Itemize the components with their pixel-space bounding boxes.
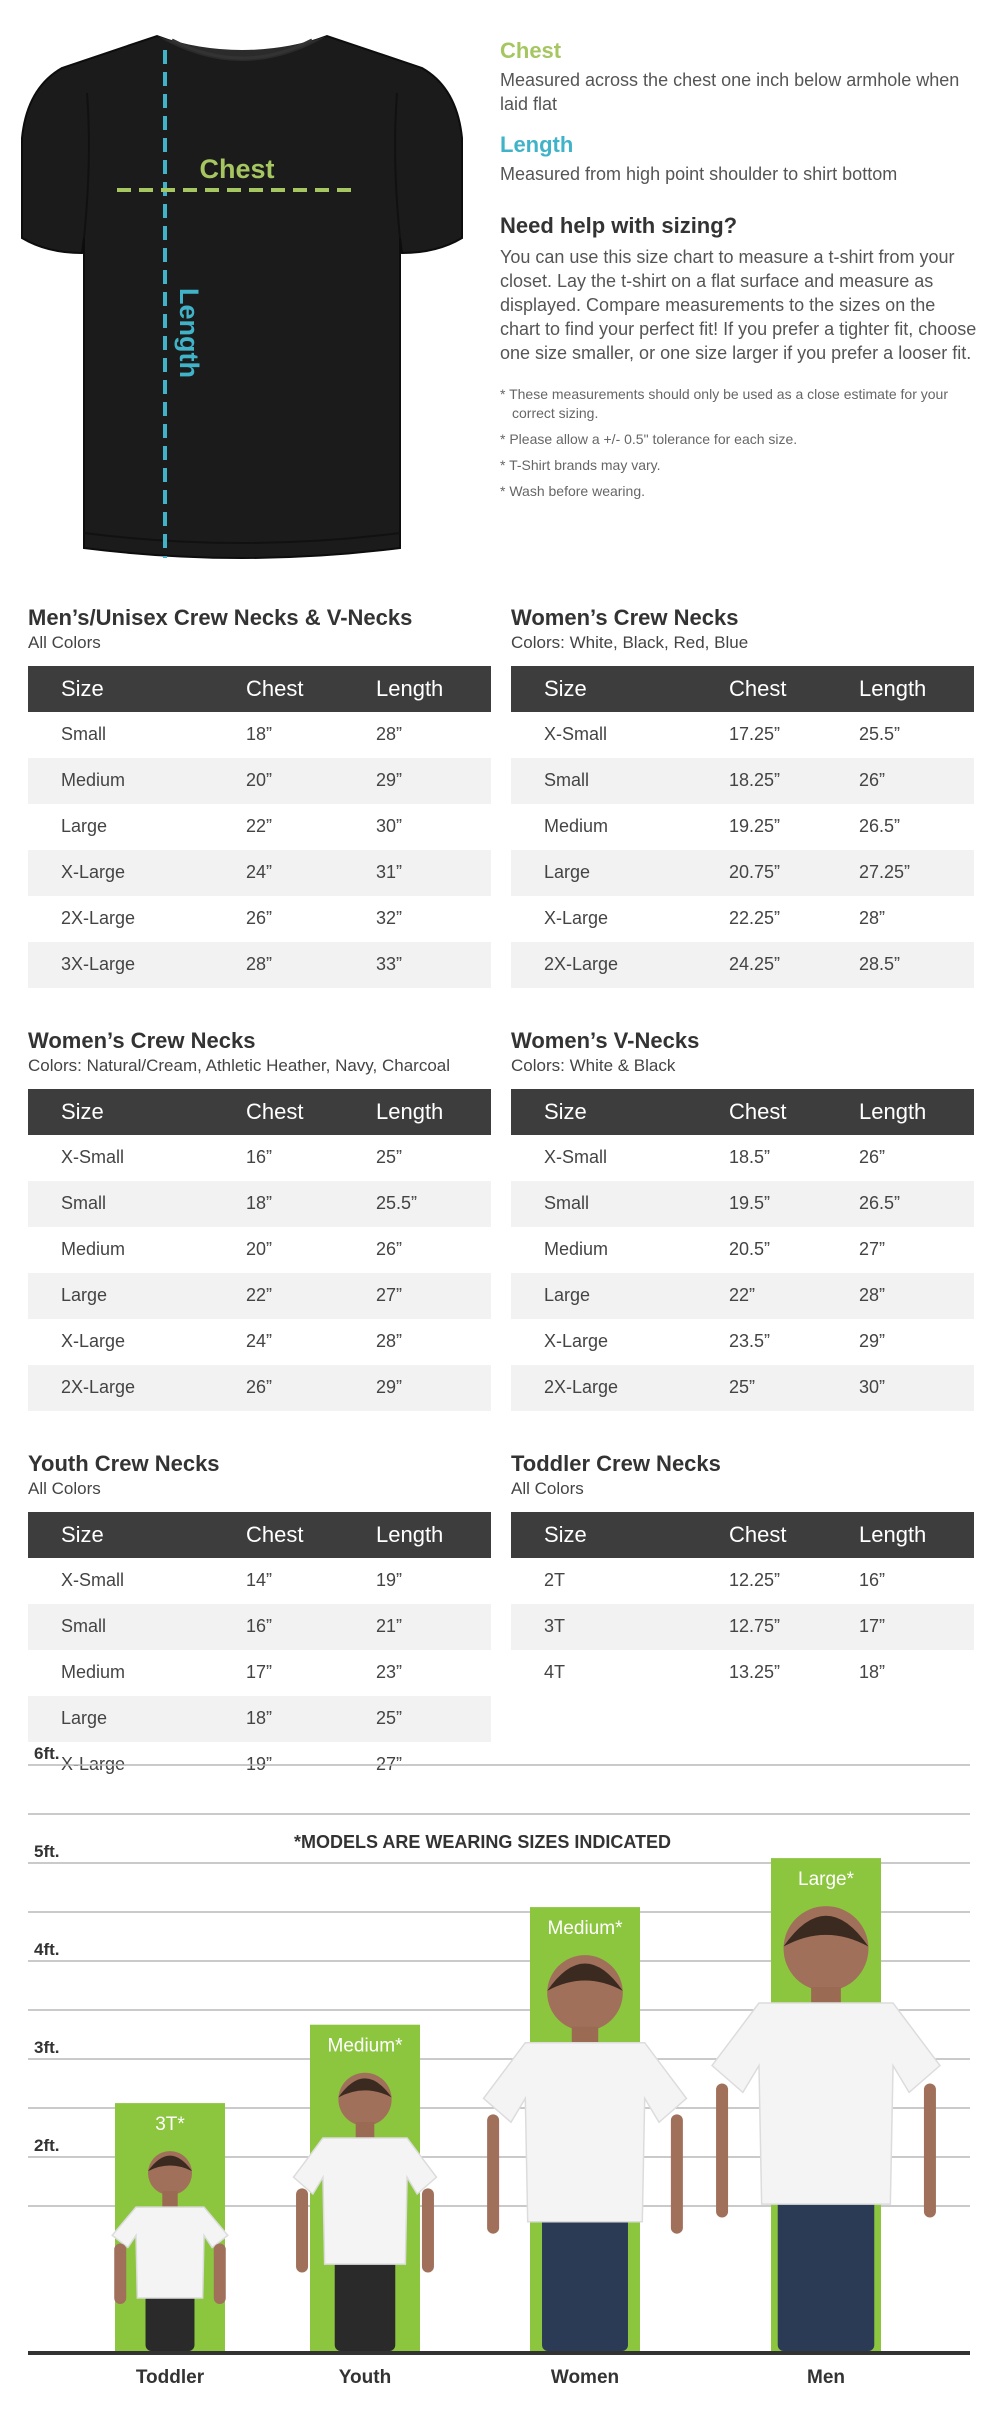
table-cell: Large [61,1285,108,1306]
table-cell: 25.5” [859,724,901,745]
table-cell: 25” [376,1708,403,1729]
column-header: Length [859,1098,927,1124]
model-group-label: Men [807,2367,845,2388]
table-cell: 26” [859,770,886,791]
table-cell: 26” [859,1147,886,1168]
table-cell: 28” [859,908,886,929]
table-cell: 17.25” [729,724,781,745]
table-cell: X-Large [544,908,609,929]
table-cell: X-Small [61,1570,125,1591]
column-header: Length [376,1098,444,1124]
table-row [511,1135,974,1181]
table-row [511,1604,974,1650]
table-cell: 30” [376,816,403,837]
chest-description: Measured across the chest one inch below armhole when laid flat [500,70,960,114]
table-row [28,1227,491,1273]
table-cell: X-Large [61,1331,126,1352]
model-arm [924,2083,936,2217]
model-arm [487,2114,499,2233]
table-cell: 22.25” [729,908,781,929]
table-cell: Large [61,1708,108,1729]
shirt-chest-label: Chest [199,154,275,184]
table-cell: 23” [376,1662,403,1683]
table-cell: 33” [376,954,403,975]
column-header: Size [544,675,587,701]
column-header: Size [61,675,104,701]
table-cell: 18” [246,1193,273,1214]
column-header: Chest [729,1521,787,1547]
table-cell: Medium [61,1662,126,1683]
table-cell: 16” [246,1147,273,1168]
table-cell: 18” [859,1662,886,1683]
table-cell: Small [544,1193,590,1214]
model-size-label: Medium* [547,1918,623,1940]
table-cell: 28” [246,954,273,975]
table-title: Youth Crew Necks [28,1451,220,1476]
column-header: Size [544,1521,587,1547]
table-row [28,1135,491,1181]
column-header: Length [376,675,444,701]
model-neck [572,2027,598,2043]
help-heading: Need help with sizing? [500,212,738,238]
table-cell: 29” [859,1331,886,1352]
table-title: Toddler Crew Necks [511,1451,721,1476]
table-cell: 3X-Large [61,954,136,975]
table-cell: 32” [376,908,403,929]
model-arm [422,2188,434,2272]
model-arm [716,2083,728,2217]
table-cell: 28” [859,1285,886,1306]
model-size-label: 3T* [155,2114,185,2136]
height-label: 3ft. [34,2038,60,2057]
table-row [511,1227,974,1273]
table-cell: 22” [729,1285,756,1306]
table-subtitle: All Colors [28,633,101,653]
table-cell: 22” [246,1285,273,1306]
table-cell: X-Small [544,1147,608,1168]
table-cell: 28” [376,724,403,745]
table-cell: Small [544,770,590,791]
height-label: 4ft. [34,1940,60,1959]
table-cell: 3T [544,1616,566,1637]
table-subtitle: Colors: White & Black [511,1056,676,1076]
table-cell: 12.75” [729,1616,781,1637]
size-table [511,1028,974,1411]
table-row [511,1273,974,1319]
table-header-row [28,666,491,712]
table-row [511,1365,974,1411]
table-cell: Large [61,816,108,837]
table-cell: 25” [376,1147,403,1168]
column-header: Size [544,1098,587,1124]
table-cell: 19.5” [729,1193,771,1214]
table-cell: Medium [61,1239,126,1260]
table-cell: 21” [376,1616,403,1637]
table-row [511,896,974,942]
table-row [28,1319,491,1365]
model-arm [671,2114,683,2233]
table-cell: 28” [376,1331,403,1352]
table-cell: 27” [376,1754,403,1775]
column-header: Chest [246,1098,304,1124]
model-group-label: Toddler [135,2367,205,2388]
table-cell: 19.25” [729,816,781,837]
table-cell: 27.25” [859,862,911,883]
model-size-label: Medium* [327,2035,403,2057]
table-cell: 12.25” [729,1570,781,1591]
length-heading: Length [500,132,574,158]
measurement-info [500,38,980,508]
column-header: Length [859,1521,927,1547]
model-legs [542,2216,628,2351]
table-cell: 16” [246,1616,273,1637]
table-cell: 23.5” [729,1331,771,1352]
model-arm [296,2188,308,2272]
sizing-notes [500,385,980,500]
model-group-label: Youth [338,2367,392,2388]
table-cell: Medium [544,1239,609,1260]
table-subtitle: Colors: Natural/Cream, Athletic Heather, Navy, Charcoal [28,1056,451,1076]
model-men [712,1858,940,2388]
table-cell: 14” [246,1570,273,1591]
table-cell: 25.5” [376,1193,418,1214]
table-subtitle: All Colors [511,1479,584,1499]
table-cell: 27” [376,1285,403,1306]
model-tshirt [484,2043,687,2222]
model-neck [162,2191,177,2207]
table-cell: X-Small [61,1147,125,1168]
table-row [28,1650,491,1696]
table-cell: 26.5” [859,816,901,837]
table-header-row [28,1512,491,1558]
table-row [28,1365,491,1411]
table-cell: Small [61,1193,107,1214]
table-cell: 2X-Large [61,908,136,929]
table-row [511,758,974,804]
table-row [28,942,491,988]
table-cell: 26.5” [859,1193,901,1214]
note-item: * These measurements should only be used as a close estimate for your correct sizing. [500,386,948,421]
table-cell: X-Small [544,724,608,745]
table-cell: 18” [246,1708,273,1729]
table-cell: 2X-Large [544,954,619,975]
column-header: Size [61,1098,104,1124]
model-neck [356,2122,375,2138]
table-row [511,1650,974,1696]
table-cell: 20.75” [729,862,781,883]
table-cell: X-Large [544,1331,609,1352]
model-legs [335,2258,396,2351]
table-cell: 18” [246,724,273,745]
table-cell: 2X-Large [544,1377,619,1398]
table-header-row [511,1089,974,1135]
table-cell: 27” [859,1239,886,1260]
table-cell: 19” [376,1570,403,1591]
table-cell: X-Large [61,1754,126,1775]
table-cell: 28.5” [859,954,901,975]
model-women [484,1907,687,2388]
table-cell: 26” [376,1239,403,1260]
table-row [28,1181,491,1227]
table-cell: 24” [246,1331,273,1352]
column-header: Chest [729,1098,787,1124]
table-row [28,1604,491,1650]
model-toddler [112,2103,228,2388]
column-header: Length [376,1521,444,1547]
model-tshirt [712,2003,940,2204]
model-group-label: Women [550,2367,620,2388]
table-cell: 17” [859,1616,886,1637]
table-cell: 20.5” [729,1239,771,1260]
table-cell: X-Large [61,862,126,883]
table-cell: 25” [729,1377,756,1398]
table-subtitle: Colors: White, Black, Red, Blue [511,633,749,653]
table-cell: 20” [246,770,273,791]
column-header: Chest [246,1521,304,1547]
table-cell: 16” [859,1570,886,1591]
table-cell: 20” [246,1239,273,1260]
model-size-label: Large* [798,1869,854,1891]
table-cell: 4T [544,1662,566,1683]
size-table [511,605,974,988]
table-title: Women’s V-Necks [511,1028,700,1053]
table-row [511,1319,974,1365]
table-cell: 18.5” [729,1147,771,1168]
length-description: Measured from high point shoulder to shirt bottom [500,164,898,185]
table-row [28,1273,491,1319]
table-cell: 24” [246,862,273,883]
table-header-row [511,1512,974,1558]
table-row [511,1558,974,1604]
table-row [511,850,974,896]
models-title: *MODELS ARE WEARING SIZES INDICATED [293,1832,671,1852]
table-row [511,804,974,850]
table-cell: 19” [246,1754,273,1775]
size-table [28,605,491,988]
table-cell: Small [61,1616,107,1637]
table-cell: 29” [376,1377,403,1398]
model-youth [294,2025,437,2388]
table-header-row [511,666,974,712]
table-row [28,1558,491,1604]
model-arm [214,2243,226,2304]
table-cell: 2T [544,1570,566,1591]
table-row [511,1181,974,1227]
table-cell: Medium [61,770,126,791]
column-header: Chest [246,675,304,701]
table-row [28,712,491,758]
table-row [28,896,491,942]
table-row [511,712,974,758]
table-cell: 29” [376,770,403,791]
size-table [511,1451,974,1696]
column-header: Chest [729,675,787,701]
table-cell: Large [544,1285,591,1306]
size-table [28,1451,491,1788]
size-guide-header [0,0,1000,585]
table-cell: 30” [859,1377,886,1398]
table-title: Men’s/Unisex Crew Necks & V-Necks [28,605,413,630]
table-cell: 18.25” [729,770,781,791]
size-table [28,1028,491,1411]
tshirt-diagram [22,28,462,568]
table-cell: 2X-Large [61,1377,136,1398]
table-cell: 31” [376,862,403,883]
table-row [28,850,491,896]
table-cell: 24.25” [729,954,781,975]
shirt-length-label: Length [174,288,204,378]
table-row [28,1696,491,1742]
note-item: * Please allow a +/- 0.5" tolerance for each size. [500,430,798,447]
height-label: 6ft. [34,1744,60,1763]
table-header-row [28,1089,491,1135]
table-row [28,804,491,850]
table-cell: Medium [544,816,609,837]
column-header: Size [61,1521,104,1547]
table-row [28,758,491,804]
help-text: You can use this size chart to measure a t-shirt from your closet. Lay the t-shirt on a flat surface and measure as displayed. Compare measurements to the sizes on the chart to find your perfect fit! If you prefer a tighter fit, choose one size smaller, or one size larger if you prefer a looser fit. [500,246,977,364]
chest-heading: Chest [500,38,562,63]
table-cell: 13.25” [729,1662,781,1683]
table-cell: 26” [246,1377,273,1398]
column-header: Length [859,675,927,701]
table-cell: 22” [246,816,273,837]
table-title: Women’s Crew Necks [511,605,739,630]
note-item: * T-Shirt brands may vary. [500,456,661,473]
model-arm [114,2243,126,2304]
model-neck [811,1987,841,2003]
model-legs [146,2292,195,2351]
note-item: * Wash before wearing. [500,483,645,500]
table-title: Women’s Crew Necks [28,1028,256,1053]
table-row [511,942,974,988]
table-cell: 26” [246,908,273,929]
height-label: 5ft. [34,1842,60,1861]
table-cell: Large [544,862,591,883]
tshirt-illustration [22,28,462,568]
model-legs [778,2198,875,2351]
table-cell: Small [61,724,107,745]
table-subtitle: All Colors [28,1479,101,1499]
height-label: 2ft. [34,2136,60,2155]
table-cell: 17” [246,1662,273,1683]
